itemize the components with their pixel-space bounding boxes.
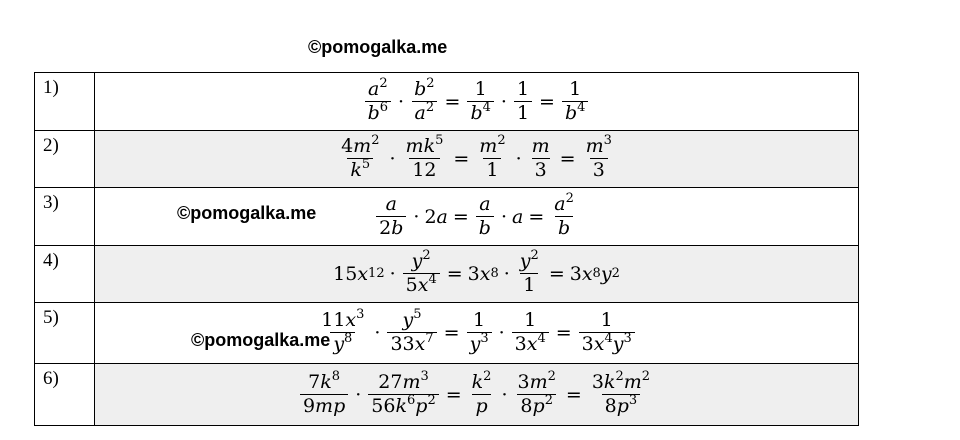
row-label: 5) (35, 303, 95, 364)
equation: $\frac{11x^3}{y^8}$ · $\frac{y^5}{33x^7}$ = $\frac{1}{y^3}$ · $\frac{1}{3x^4}$ = $\frac{1}{3x^4y^3}$ (316, 311, 637, 355)
equation: $\frac{a}{2b}$ · 2 a = $\frac{a}{b}$ · a = $\frac{a^2}{b}$ (374, 195, 579, 239)
equation: $\frac{4m^2}{k^5}$ · $\frac{mk^5}{12}$ = $\frac{m^2}{1}$ · $\frac{m}{3}$ = $\frac{m^3}{3}$ (341, 133, 612, 181)
expression-cell (95, 364, 859, 426)
row-label: 2) (35, 131, 95, 188)
row-label: 4) (35, 246, 95, 303)
row-label: 3) (35, 188, 95, 246)
table-row (35, 246, 859, 303)
expression-cell (95, 73, 859, 131)
expression-cell (95, 131, 859, 188)
solutions-table (34, 72, 859, 426)
watermark-middle: ©pomogalka.me (177, 203, 317, 223)
row-label: 6) (35, 364, 95, 426)
watermark-lower: ©pomogalka.me (191, 330, 331, 350)
watermark-top: ©pomogalka.me (308, 37, 448, 57)
table-row (35, 73, 859, 131)
table-row (35, 131, 859, 188)
table-row (35, 303, 859, 364)
expression-cell (95, 246, 859, 303)
equation: $\frac{7k^8}{9mp}$ · $\frac{27m^3}{56k^6p^2}$ = $\frac{k^2}{p}$ · $\frac{3m^2}{8p^2}$ = $\frac{3k^2m^2}{8p^3}$ (298, 373, 655, 417)
row-label: 1) (35, 73, 95, 131)
equation: 15 x 12 · $\frac{y^2}{5x^4}$ = 3 x 8 · $\frac{y^2}{1}$ = 3 x 8 y 2 (333, 248, 620, 296)
equation: $\frac{a^2}{b^6}$ · $\frac{b^2}{a^2}$ = $\frac{1}{b^4}$ · $\frac{1}{1}$ = $\frac{1}{b^4}$ (363, 80, 591, 124)
table-row (35, 364, 859, 426)
table-row (35, 188, 859, 246)
